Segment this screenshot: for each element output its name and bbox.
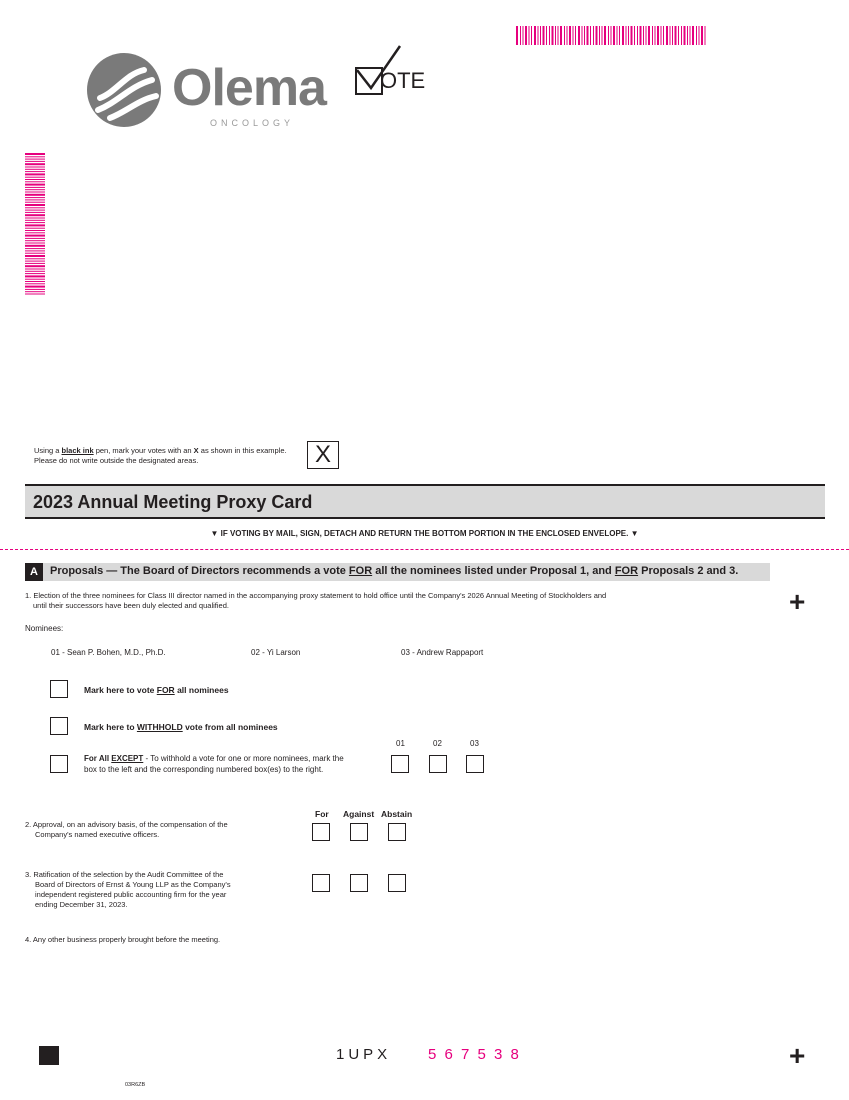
proposal-1-text: 1. Election of the three nominees for Class III director named in the accompanying proxy statement to hold office until the Company's 2026 Annual Meeting of Stockholders and until their successors have been duly elected and qualified. xyxy=(25,591,607,610)
withhold-all-checkbox[interactable] xyxy=(50,717,68,735)
olema-wordmark: Olema xyxy=(172,59,326,117)
barcode-bar xyxy=(25,214,45,216)
nominee-01: 01 - Sean P. Bohen, M.D., Ph.D. xyxy=(51,648,166,657)
barcode-bar xyxy=(696,26,697,45)
barcode-bar xyxy=(661,26,662,45)
barcode-bar xyxy=(25,238,45,239)
barcode-bar xyxy=(25,263,45,264)
barcode-bar xyxy=(25,261,45,262)
barcode-bar xyxy=(687,26,688,45)
barcode-bar xyxy=(543,26,545,45)
barcode-bar xyxy=(25,250,45,251)
section-a-band xyxy=(25,563,770,581)
for-all-except-label: For All EXCEPT - To withhold a vote for one or more nominees, mark the box to the left and the corresponding numbered box(es) to the right. xyxy=(84,754,344,774)
barcode-bar xyxy=(25,294,45,295)
barcode-bar xyxy=(681,26,682,45)
vote-mark xyxy=(354,44,444,98)
header-against: Against xyxy=(343,809,375,819)
nominee-number-03: 03 xyxy=(470,739,479,748)
barcode-bar xyxy=(25,197,45,198)
barcode-bar xyxy=(587,26,589,45)
olema-logo xyxy=(86,52,346,132)
barcode-bar xyxy=(626,26,627,45)
barcode-bar xyxy=(663,26,664,45)
footer-number: 5 6 7 5 3 8 xyxy=(428,1046,521,1063)
barcode-bar xyxy=(25,253,45,254)
page-title: 2023 Annual Meeting Proxy Card xyxy=(33,492,313,512)
barcode-bar xyxy=(692,26,694,45)
barcode-bar xyxy=(25,202,45,203)
nominee-number-02: 02 xyxy=(433,739,442,748)
barcode-bar xyxy=(525,26,527,45)
barcode-bar xyxy=(25,169,45,170)
barcode-bar xyxy=(25,275,45,277)
proposal-2-for-checkbox[interactable] xyxy=(312,823,330,841)
withhold-all-label: Mark here to WITHHOLD vote from all nominees xyxy=(84,722,278,732)
proposal-3-text: 3. Ratification of the selection by the Audit Committee of the Board of Directors of Ernst & Young LLP as the Company's independent registered public accounting firm for the year ending December 31, 2023. xyxy=(25,870,231,909)
example-mark-box xyxy=(307,441,339,469)
barcode-bar xyxy=(25,189,45,190)
barcode-bar xyxy=(602,26,603,45)
barcode-bar xyxy=(564,26,565,45)
barcode-bar xyxy=(578,26,580,45)
barcode-bar xyxy=(25,220,45,221)
barcode-bar xyxy=(25,243,45,244)
triangle-down-icon: ▼ xyxy=(630,529,639,538)
barcode-bar xyxy=(613,26,615,45)
barcode-bar xyxy=(25,281,45,282)
marking-instructions xyxy=(34,446,287,466)
barcode-bar xyxy=(25,222,45,223)
barcode-bar xyxy=(611,26,612,45)
barcode-bar xyxy=(631,26,633,45)
proposal-3-abstain-checkbox[interactable] xyxy=(388,874,406,892)
barcode-bar xyxy=(25,192,45,193)
barcode-bar xyxy=(25,283,45,284)
barcode-bar xyxy=(552,26,554,45)
barcode-bar xyxy=(608,26,609,45)
barcode-bar xyxy=(25,218,45,219)
barcode-bar xyxy=(652,26,653,45)
barcode-bar xyxy=(699,26,700,45)
nominee-02: 02 - Yi Larson xyxy=(251,648,301,657)
barcode-bar xyxy=(25,291,45,292)
proposal-4-text: 4. Any other business properly brought before the meeting. xyxy=(25,935,221,944)
black-ink-text: black ink xyxy=(61,446,94,455)
barcode-bar xyxy=(648,26,650,45)
barcode-bar xyxy=(593,26,594,45)
barcode-bar xyxy=(25,167,45,168)
barcode-bar xyxy=(25,177,45,178)
barcode-bar xyxy=(25,187,45,188)
barcode-bar xyxy=(558,26,559,45)
except-nominee-02-checkbox[interactable] xyxy=(429,755,447,773)
for-all-except-checkbox[interactable] xyxy=(50,755,68,773)
barcode-bar xyxy=(25,163,45,165)
barcode-bar xyxy=(25,265,45,267)
barcode-bar xyxy=(617,26,618,45)
barcode-bar xyxy=(672,26,673,45)
barcode-bar xyxy=(516,26,518,45)
except-nominee-01-checkbox[interactable] xyxy=(391,755,409,773)
barcode-bar xyxy=(25,212,45,213)
barcode-bar xyxy=(529,26,530,45)
barcode-bar xyxy=(628,26,629,45)
barcode-bar xyxy=(25,230,45,231)
barcode-bar xyxy=(637,26,638,45)
barcode-bar xyxy=(25,271,45,272)
barcode-bar xyxy=(25,279,45,280)
barcode-bar xyxy=(675,26,677,45)
except-nominee-03-checkbox[interactable] xyxy=(466,755,484,773)
barcode-bar xyxy=(25,207,45,208)
barcode-bar xyxy=(670,26,671,45)
barcode-bar xyxy=(690,26,691,45)
barcode-bar xyxy=(569,26,571,45)
barcode-bar xyxy=(555,26,556,45)
barcode-bar xyxy=(25,173,45,175)
olema-subtitle: ONCOLOGY xyxy=(210,118,295,128)
barcode-bar xyxy=(25,228,45,229)
barcode-bar xyxy=(678,26,679,45)
instructions-line1: Using a black ink pen, mark your votes with an X as shown in this example. xyxy=(34,446,287,455)
barcode-bar xyxy=(684,26,686,45)
barcode-bar xyxy=(25,240,45,241)
barcode-bar xyxy=(573,26,574,45)
barcode-bar xyxy=(25,179,45,180)
barcode-bar xyxy=(523,26,524,45)
instructions-line2: Please do not write outside the designated areas. xyxy=(34,456,199,465)
barcode-bar xyxy=(25,204,45,206)
barcode-bar xyxy=(534,26,536,45)
barcode-bar xyxy=(584,26,585,45)
barcode-bar xyxy=(25,171,45,172)
header-abstain: Abstain xyxy=(381,809,413,819)
barcode-bar xyxy=(575,26,576,45)
detach-note: ▼ IF VOTING BY MAIL, SIGN, DETACH AND RETURN THE BOTTOM PORTION IN THE ENCLOSED ENVELOPE. ▼ xyxy=(210,529,639,538)
barcode-bar xyxy=(25,194,45,196)
triangle-down-icon: ▼ xyxy=(210,529,219,538)
barcode-bar xyxy=(634,26,635,45)
vote-mark-text: OTE xyxy=(380,68,426,93)
olema-logo-mark xyxy=(86,52,162,128)
proposal-3-for-checkbox[interactable] xyxy=(312,874,330,892)
barcode-bar xyxy=(538,26,539,45)
nominee-03: 03 - Andrew Rappaport xyxy=(401,648,484,657)
section-a-letter: A xyxy=(25,563,43,581)
barcode-bar xyxy=(540,26,541,45)
barcode-bar xyxy=(560,26,562,45)
nominees-label: Nominees: xyxy=(25,624,64,633)
barcode-bar xyxy=(25,255,45,257)
perforation-line xyxy=(0,549,849,550)
proposal-2-text: 2. Approval, on an advisory basis, of the compensation of the Company's named executive officers. xyxy=(25,820,228,839)
barcode-bar xyxy=(25,289,45,290)
barcode-bar xyxy=(643,26,644,45)
vote-for-all-label: Mark here to vote FOR all nominees xyxy=(84,685,229,695)
barcode-bar xyxy=(622,26,624,45)
barcode-bar xyxy=(520,26,521,45)
barcode-bar xyxy=(25,153,45,155)
registration-plus-icon: + xyxy=(789,586,806,617)
nominee-number-01: 01 xyxy=(396,739,405,748)
barcode-bar xyxy=(25,224,45,226)
barcode-bar xyxy=(25,248,45,249)
black-square-mark xyxy=(39,1046,59,1065)
barcode-bar xyxy=(549,26,550,45)
barcode-bar xyxy=(655,26,656,45)
barcode-bar xyxy=(604,26,606,45)
section-a-heading: Proposals — The Board of Directors recommends a vote FOR all the nominees listed under Proposal 1, and FOR Proposals 2 and 3. xyxy=(50,565,739,577)
barcode-bar xyxy=(25,258,45,259)
barcode-bar xyxy=(657,26,659,45)
barcode-bar xyxy=(25,181,45,182)
footer-small-code: 03R6ZB xyxy=(125,1082,146,1088)
proposal-3-against-checkbox[interactable] xyxy=(350,874,368,892)
barcode-bar xyxy=(25,159,45,160)
barcode-bar xyxy=(567,26,568,45)
barcode-bar xyxy=(596,26,598,45)
barcode-bar xyxy=(25,245,45,247)
barcode-bar xyxy=(25,210,45,211)
side-barcode xyxy=(25,153,45,295)
barcode-bar xyxy=(25,269,45,270)
proposal-2-abstain-checkbox[interactable] xyxy=(388,823,406,841)
barcode-bar xyxy=(546,26,547,45)
barcode-bar xyxy=(25,161,45,162)
barcode-bar xyxy=(599,26,600,45)
barcode-bar xyxy=(666,26,668,45)
registration-plus-icon: + xyxy=(789,1040,806,1071)
barcode-bar xyxy=(705,26,706,45)
barcode-bar xyxy=(701,26,703,45)
barcode-bar xyxy=(619,26,620,45)
barcode-bar xyxy=(25,273,45,274)
footer-code: 1UPX xyxy=(336,1046,392,1063)
barcode-bar xyxy=(25,286,45,288)
example-x-mark: X xyxy=(314,441,331,468)
barcode-bar xyxy=(25,235,45,237)
barcode-bar xyxy=(25,232,45,233)
title-band xyxy=(25,484,825,519)
barcode-bar xyxy=(25,184,45,186)
barcode-bar xyxy=(582,26,583,45)
barcode-bar xyxy=(25,156,45,157)
proposal-2-against-checkbox[interactable] xyxy=(350,823,368,841)
barcode-bar xyxy=(640,26,642,45)
barcode-bar xyxy=(646,26,647,45)
barcode-bar xyxy=(590,26,591,45)
vote-for-all-checkbox[interactable] xyxy=(50,680,68,698)
barcode-bar xyxy=(25,199,45,200)
top-barcode xyxy=(516,26,708,45)
barcode-bar xyxy=(531,26,532,45)
header-for: For xyxy=(315,809,329,819)
